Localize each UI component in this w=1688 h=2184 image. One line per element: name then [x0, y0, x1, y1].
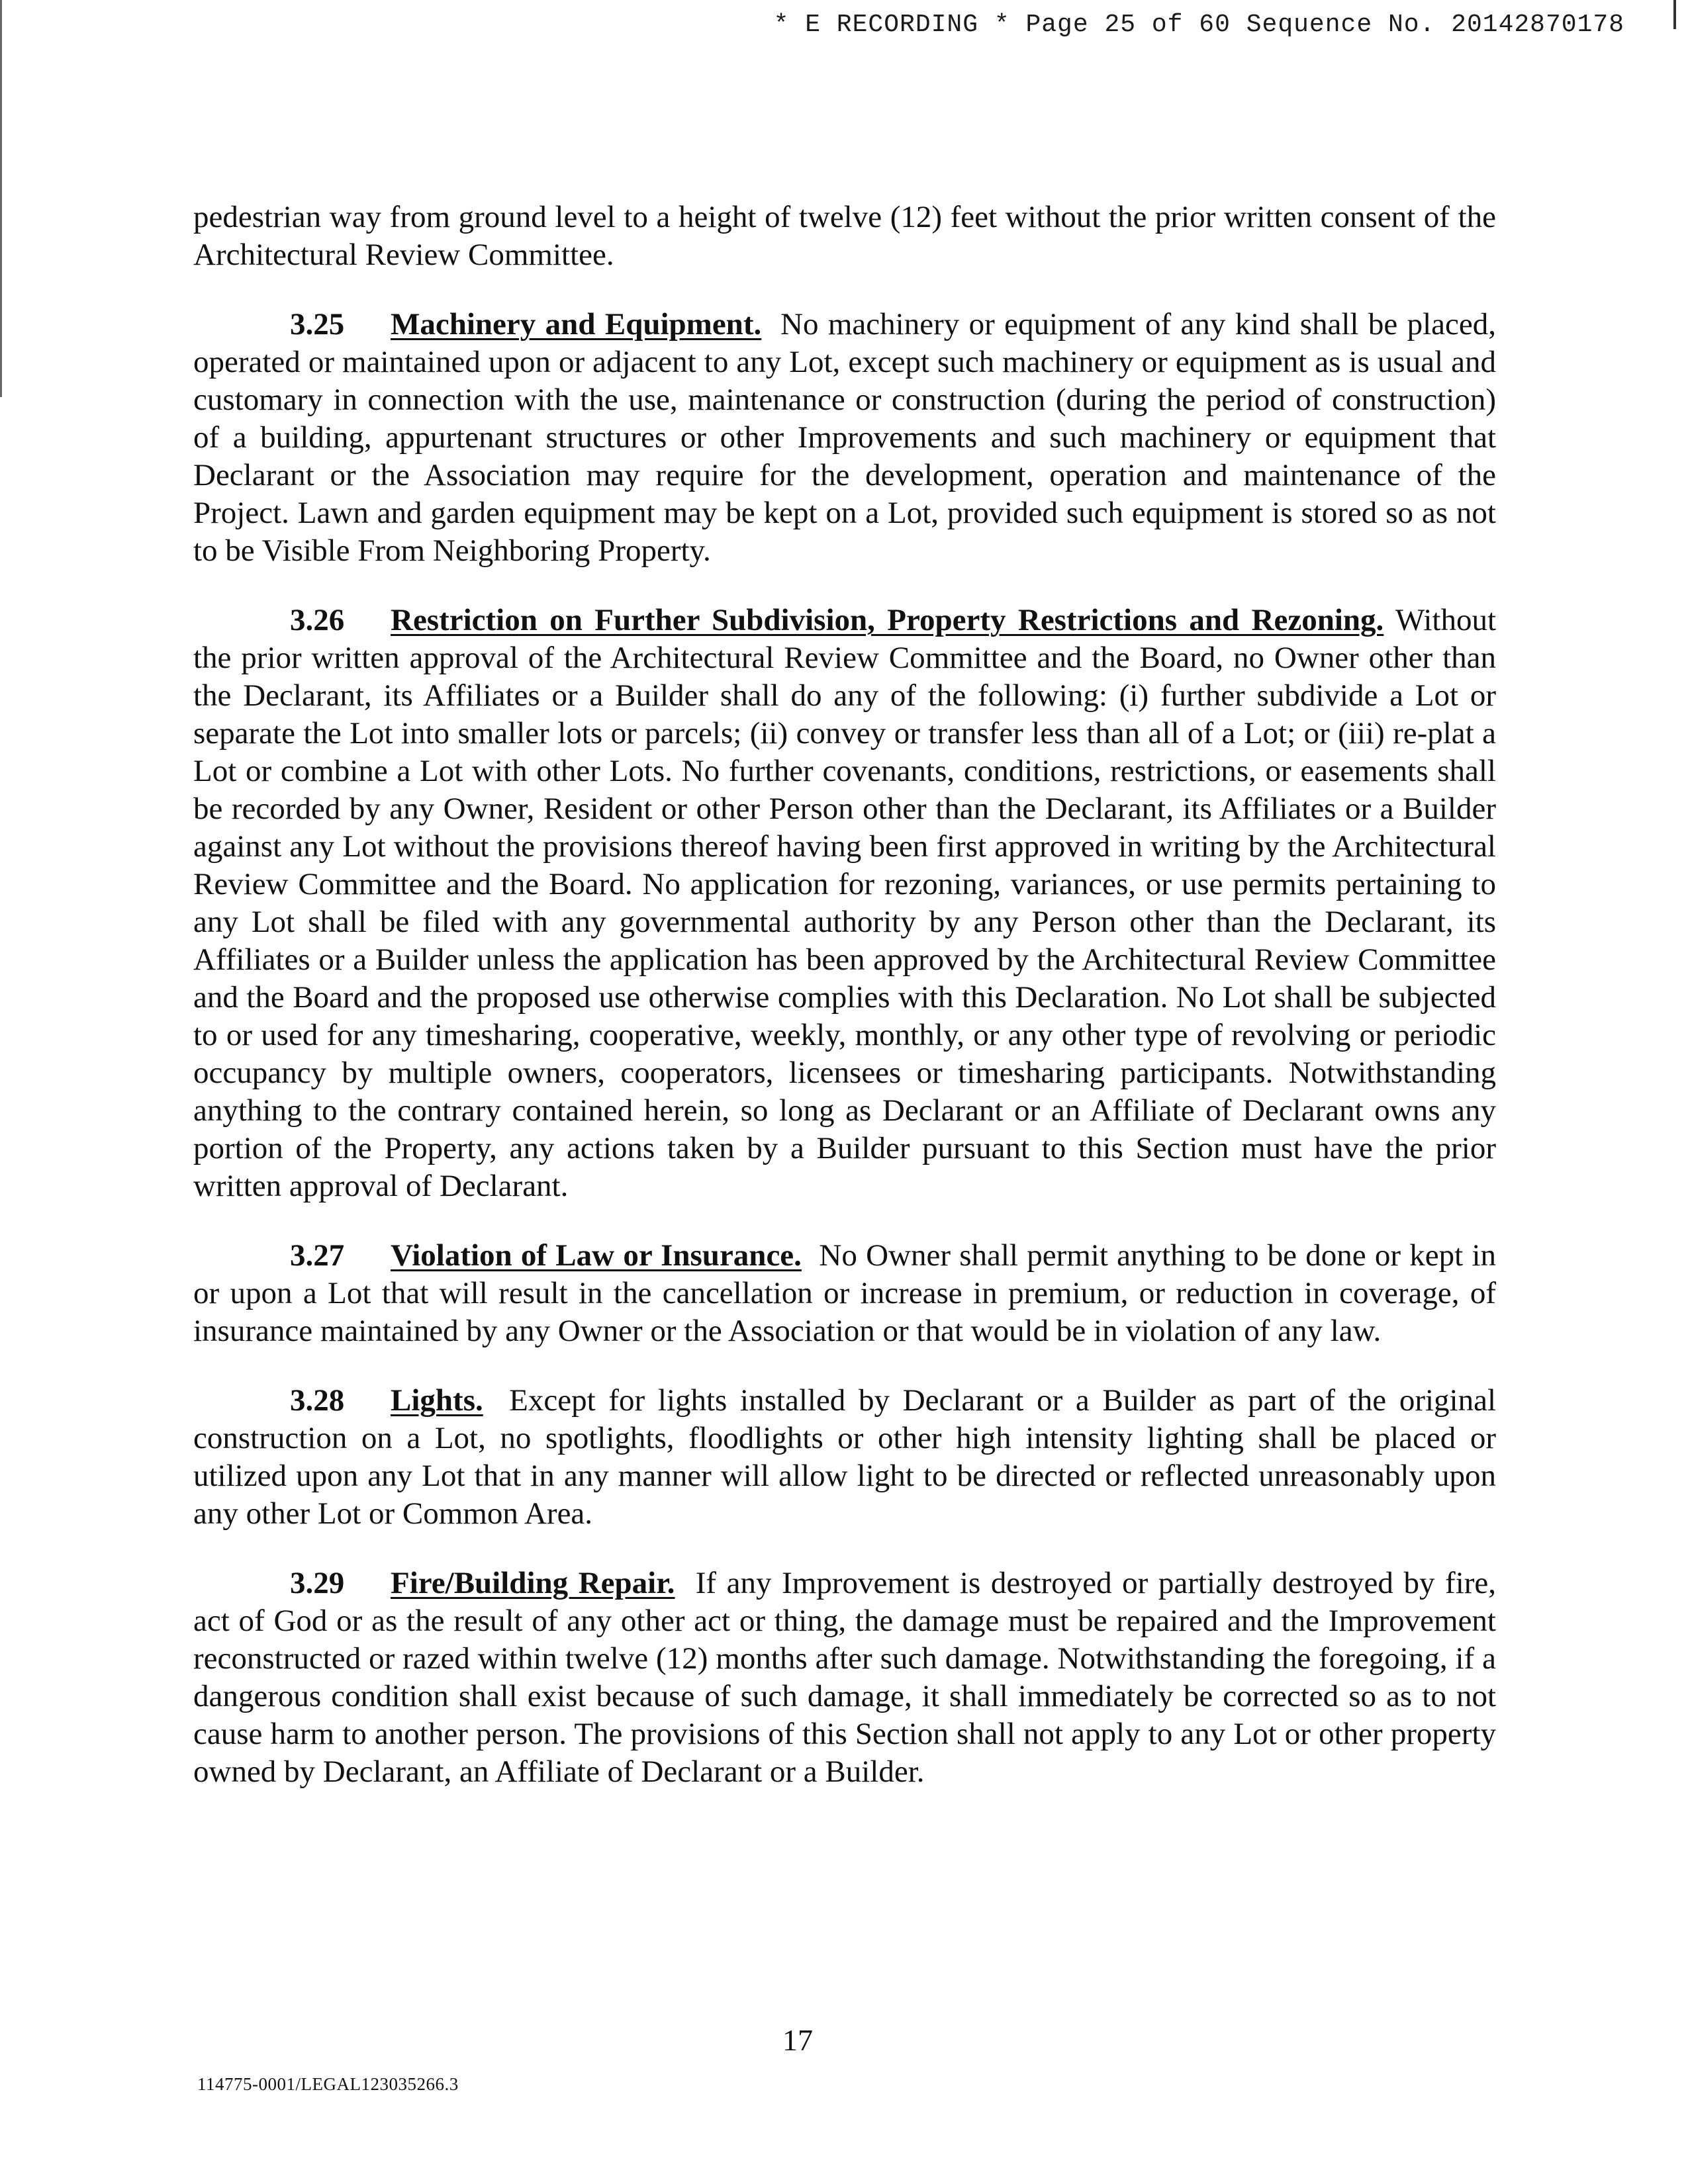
section-body: Except for lights installed by Declarant or a Builder as part of the original construction on a Lot, no spotlights, floodlights or other high intensity lighting shall be placed or utilized upon any Lot that in any manner will allow light to be directed or reflected unreasonably upon any other Lot or Common Area. — [193, 1383, 1497, 1531]
scan-edge-mark — [1673, 0, 1676, 29]
section-number: 3.26 — [290, 603, 345, 637]
document-id: 114775-0001/LEGAL123035266.3 — [197, 2074, 459, 2094]
section-3-25 — [193, 306, 1496, 570]
section-number: 3.27 — [290, 1238, 345, 1273]
section-body: No machinery or equipment of any kind shall be placed, operated or maintained upon or adjacent to any Lot, except such machinery or equipment as is usual and customary in connection with the use, maintenance or construction (during the period of construction) of a building, appurtenant structures or other Improvements and such machinery or equipment that Declarant or the Association may require for the development, operation and maintenance of the Project. Lawn and garden equipment may be kept on a Lot, provided such equipment is stored so as not to be Visible From Neighboring Property. — [193, 307, 1497, 568]
section-title: Restriction on Further Subdivision, Property Restrictions and Rezoning. — [391, 603, 1384, 637]
section-body: Without the prior written approval of the Architectural Review Committee and the Board, no Owner other than the Declarant, its Affiliates or a Builder shall do any of the following: (i) further subdivide a Lot or separate the Lot into smaller lots or parcels; (ii) convey or transfer less than all of a Lot; or (iii) re-plat a Lot or combine a Lot with other Lots. No further covenants, conditions, restrictions, or easements shall be recorded by any Owner, Resident or other Person other than the Declarant, its Affiliates or a Builder against any Lot without the provisions thereof having been first approved in writing by the Architectural Review Committee and the Board. No application for rezoning, variances, or use permits pertaining to any Lot shall be filed with any governmental authority by any Person other than the Declarant, its Affiliates or a Builder unless the application has been approved by the Architectural Review Committee and the Board and the proposed use otherwise complies with this Declaration. No Lot shall be subjected to or used for any timesharing, cooperative, weekly, monthly, or any other type of revolving or periodic occupancy by multiple owners, cooperators, licensees or timesharing participants. Notwithstanding anything to the contrary contained herein, so long as Declarant or an Affiliate of Declarant owns any portion of the Property, any actions taken by a Builder pursuant to this Section must have the prior written approval of Declarant. — [193, 603, 1496, 1203]
section-number: 3.28 — [290, 1383, 345, 1418]
section-3-27 — [193, 1237, 1496, 1350]
continuation-paragraph: pedestrian way from ground level to a height of twelve (12) feet without the prior written consent of the Architectural Review Committee. — [193, 200, 1496, 272]
section-3-28 — [193, 1382, 1496, 1533]
recording-header: * E RECORDING * Page 25 of 60 Sequence No. 20142870178 — [773, 11, 1624, 39]
section-3-29 — [193, 1565, 1496, 1791]
section-title: Machinery and Equipment. — [391, 307, 762, 341]
page-number: 17 — [782, 2023, 813, 2057]
section-title: Violation of Law or Insurance. — [391, 1238, 802, 1273]
section-title: Lights. — [391, 1383, 483, 1418]
section-number: 3.29 — [290, 1566, 345, 1600]
section-body: No Owner shall permit anything to be done or kept in or upon a Lot that will result in the cancellation or increase in premium, or reduction in coverage, of insurance maintained by any Owner or the Association or that would be in violation of any law. — [193, 1238, 1496, 1348]
section-3-26 — [193, 602, 1496, 1205]
section-title: Fire/Building Repair. — [391, 1566, 675, 1600]
section-number: 3.25 — [290, 307, 345, 341]
document-body — [193, 199, 1496, 1823]
scan-edge-line — [0, 0, 2, 397]
section-body: If any Improvement is destroyed or partially destroyed by fire, act of God or as the result of any other act or thing, the damage must be repaired and the Improvement reconstructed or razed within twelve (12) months after such damage. Notwithstanding the foregoing, if a dangerous condition shall exist because of such damage, it shall immediately be corrected so as to not cause harm to another person. The provisions of this Section shall not apply to any Lot or other property owned by Declarant, an Affiliate of Declarant or a Builder. — [193, 1566, 1497, 1789]
